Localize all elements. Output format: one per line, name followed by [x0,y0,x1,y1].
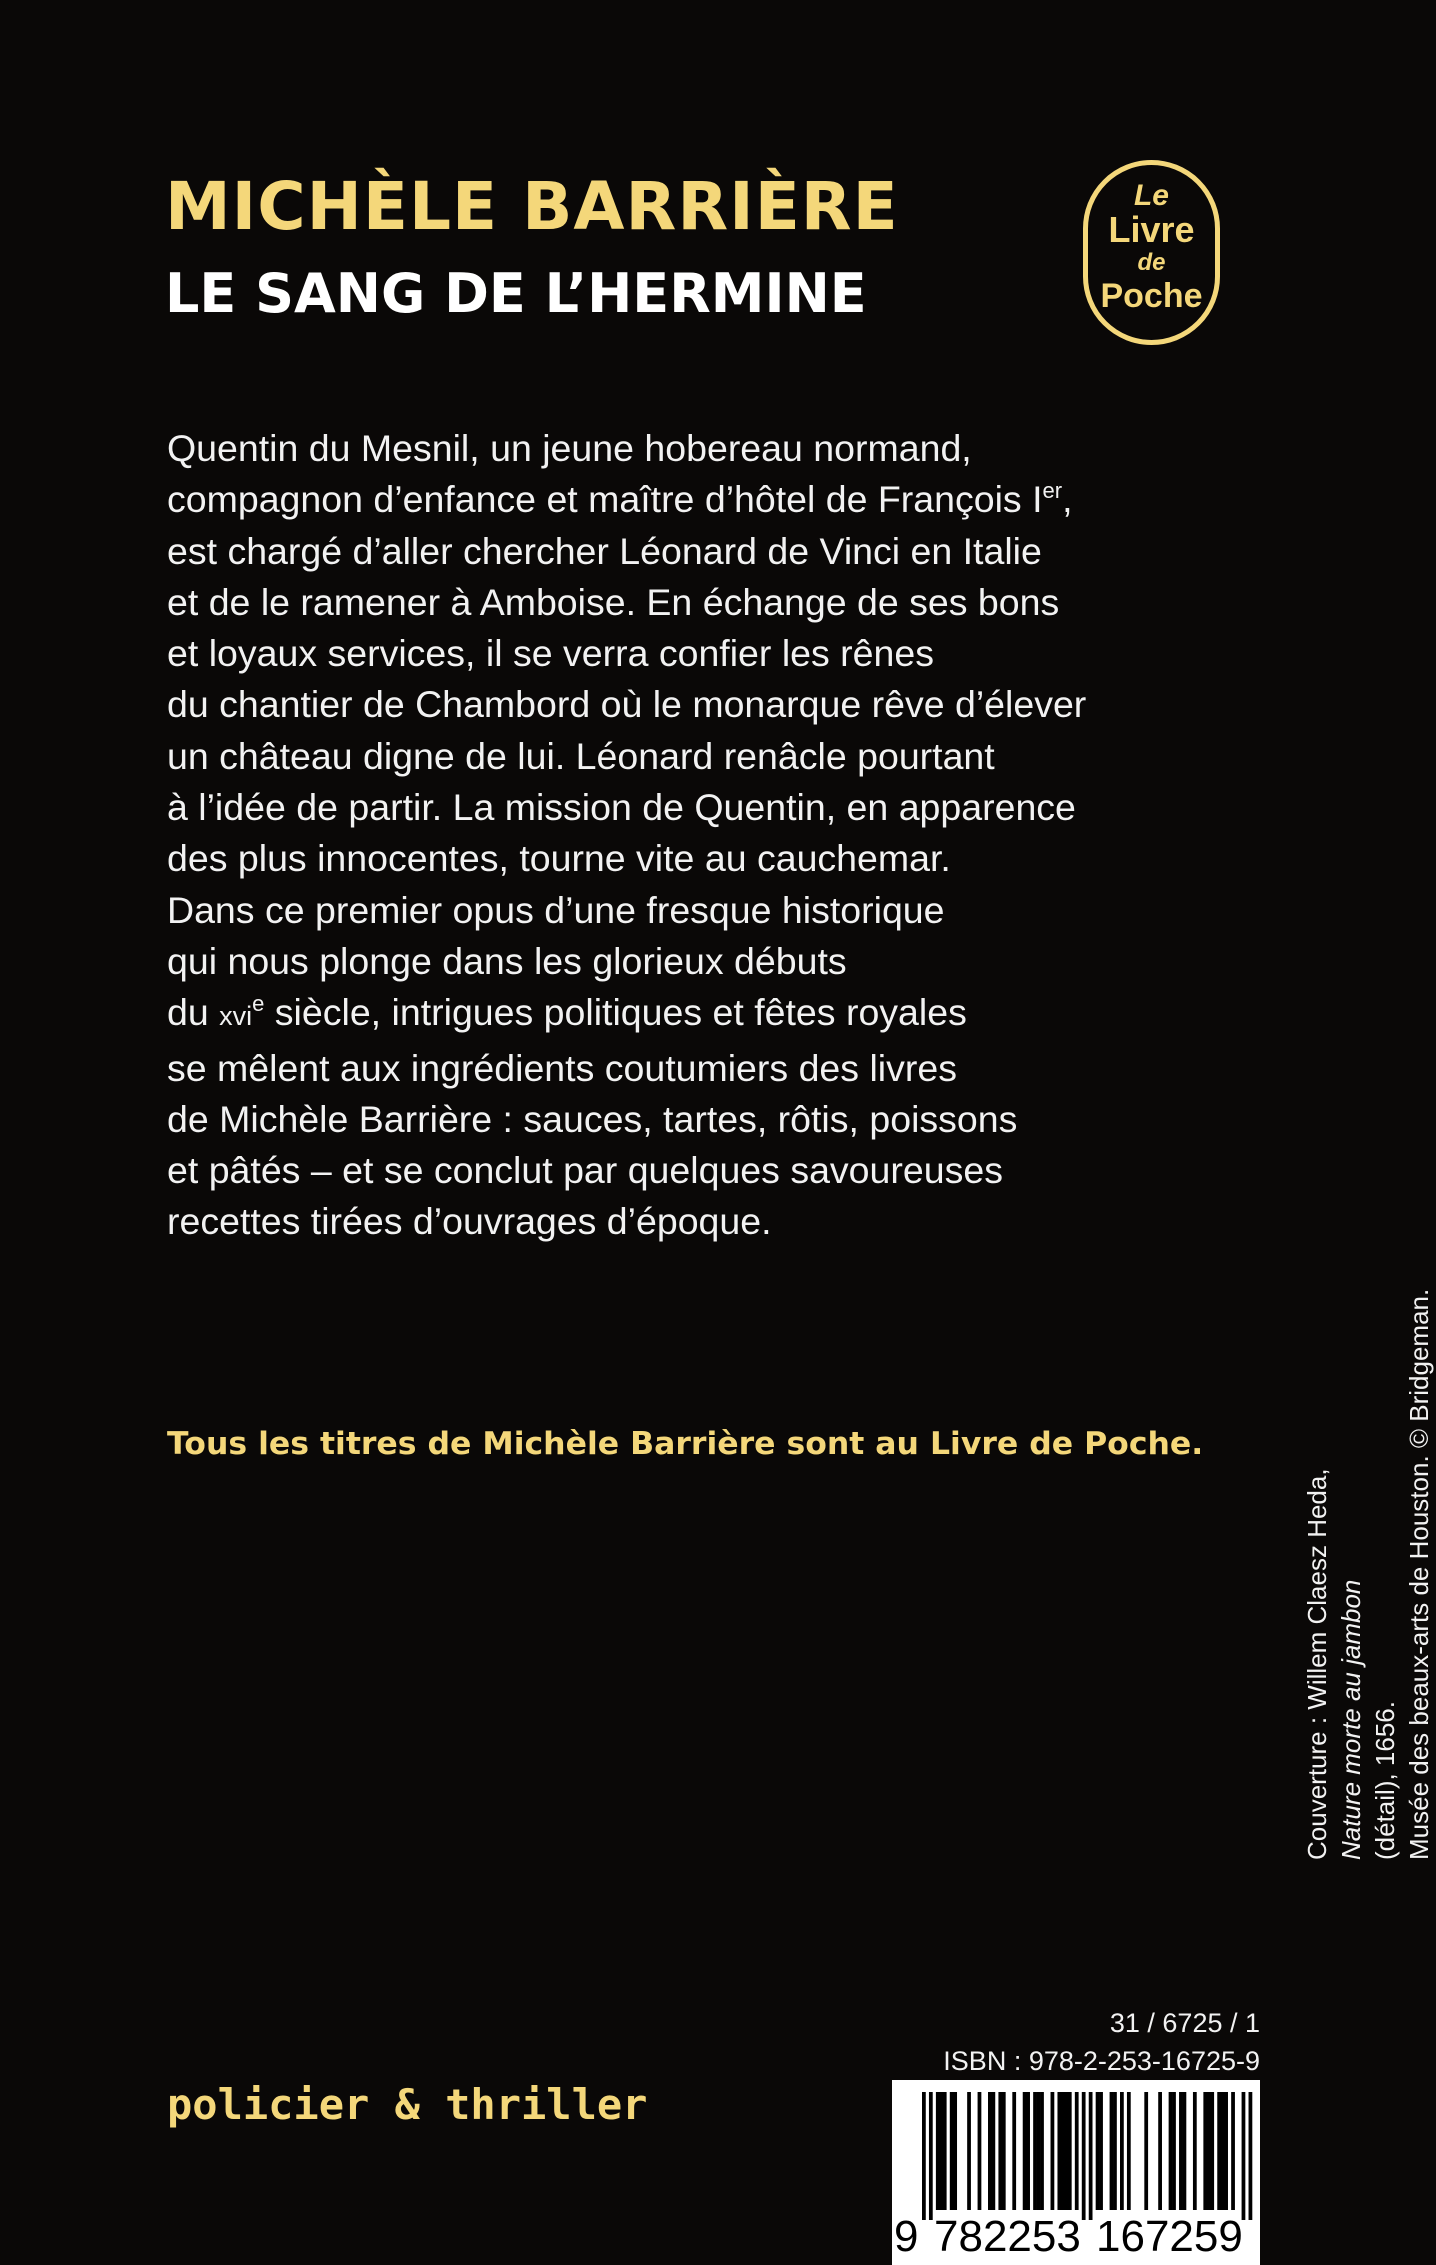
barcode-bar [1249,2092,1253,2220]
barcode-bar [922,2092,926,2220]
barcode-bar [1224,2092,1228,2210]
summary-line: compagnon d’enfance et maître d’hôtel de François Ier, [167,478,1073,521]
summary-line: se mêlent aux ingrédients coutumiers des livres [167,1046,957,1089]
barcode-bar [988,2092,992,2210]
barcode-bar [1193,2092,1197,2210]
summary-line: de Michèle Barrière : sauces, tartes, rôtis, poissons [167,1097,1018,1140]
barcode-bar [1051,2092,1055,2210]
cover-credit [1300,1288,1434,1860]
barcode-bar [950,2092,954,2210]
barcode-bar [1231,2092,1235,2210]
barcode-bar [1179,2092,1183,2210]
barcode-bar [967,2092,971,2210]
barcode-bar [978,2092,982,2210]
credit-line: Musée des beaux-arts de Houston. © Bridgeman. [1404,1288,1434,1860]
isbn: ISBN : 978-2-253-16725-9 [943,2046,1260,2076]
barcode-digit-first: 9 [894,2212,919,2261]
barcode-bar [1242,2092,1246,2220]
barcode-bar [1037,2092,1041,2210]
barcode-bar [1089,2092,1093,2220]
barcode-bar [991,2092,995,2210]
barcode-bar [1144,2092,1148,2210]
barcode-bar [1217,2092,1221,2210]
barcode-bar [1207,2092,1211,2210]
catalog-code: 31 / 6725 / 1 [1109,2008,1260,2038]
summary-line: du chantier de Chambord où le monarque rêve d’élever [167,683,1087,726]
barcode-bar [1057,2092,1061,2210]
publisher-logo [1083,160,1220,345]
barcode-digits-left: 782253 [934,2212,1081,2261]
barcode-bar [1002,2092,1006,2210]
barcode-bar [936,2092,940,2210]
barcode-bar [1183,2092,1187,2210]
summary-line: et de le ramener à Amboise. En échange de ses bons [167,580,1060,623]
barcode-bar [1210,2092,1214,2210]
barcode-bar [1158,2092,1162,2210]
barcode-bar [1120,2092,1124,2210]
other-titles-note: Tous les titres de Michèle Barrière sont au Livre de Poche. [167,1426,1204,1462]
barcode-bar [1033,2092,1037,2210]
barcode-bar [1169,2092,1173,2210]
summary-line: recettes tirées d’ouvrages d’époque. [167,1200,772,1243]
barcode-bar [998,2092,1002,2210]
barcode-bar [1061,2092,1065,2210]
barcode-bar [953,2092,957,2210]
barcode-bar [1012,2092,1016,2210]
genre-label: policier & thriller [167,2080,648,2129]
book-codes [943,2004,1260,2080]
barcode-bars [922,2092,1252,2220]
book-summary [167,423,1086,1248]
barcode-digits-right: 167259 [1096,2212,1243,2261]
barcode [892,2080,1260,2265]
barcode-bar [1113,2092,1117,2210]
summary-line: des plus innocentes, tourne vite au cauchemar. [167,837,951,880]
barcode-bar [1172,2092,1176,2210]
barcode-bar [943,2092,947,2210]
logo-text-poche: Poche [1100,277,1203,315]
barcode-bar [1221,2092,1225,2210]
summary-line: un château digne de lui. Léonard renâcle pourtant [167,734,995,777]
barcode-bar [1096,2092,1100,2210]
logo-text-livre: Livre [1108,209,1195,250]
barcode-bar [1068,2092,1072,2210]
barcode-bar [1026,2092,1030,2210]
summary-line: est chargé d’aller chercher Léonard de Vinci en Italie [167,529,1042,572]
barcode-digits [894,2212,1260,2262]
barcode-bar [1203,2092,1207,2210]
summary-line: Quentin du Mesnil, un jeune hobereau normand, [167,427,972,469]
barcode-bar [1040,2092,1044,2210]
summary-line: et pâtés – et se conclut par quelques savoureuses [167,1149,1003,1192]
barcode-bar [1082,2092,1086,2220]
author-name: MICHÈLE BARRIÈRE [165,168,899,245]
barcode-bar [1099,2092,1103,2210]
barcode-bar [1110,2092,1114,2210]
logo-text-le: Le [1133,179,1169,212]
logo-text-de: de [1137,249,1166,276]
book-title: LE SANG DE L’HERMINE [165,262,867,325]
summary-line: Dans ce premier opus d’une fresque historique [167,888,945,931]
summary-line: du xvi$^e$ siècle, intrigues politiques et fêtes royales [167,991,967,1034]
summary-line: à l’idée de partir. La mission de Quentin, en apparence [167,786,1076,829]
barcode-bar [1064,2092,1068,2210]
barcode-bar [1075,2092,1079,2210]
summary-line: et loyaux services, il se verra confier les rênes [167,632,934,675]
barcode-bar [1127,2092,1131,2210]
summary-line: qui nous plonge dans les glorieux débuts [167,939,847,982]
credit-line: Couverture : Willem Claesz Heda, Nature morte au jambon (détail), 1656. [1302,1468,1400,1860]
barcode-bar [929,2092,933,2220]
barcode-bar [1023,2092,1027,2210]
barcode-bar [939,2092,943,2210]
